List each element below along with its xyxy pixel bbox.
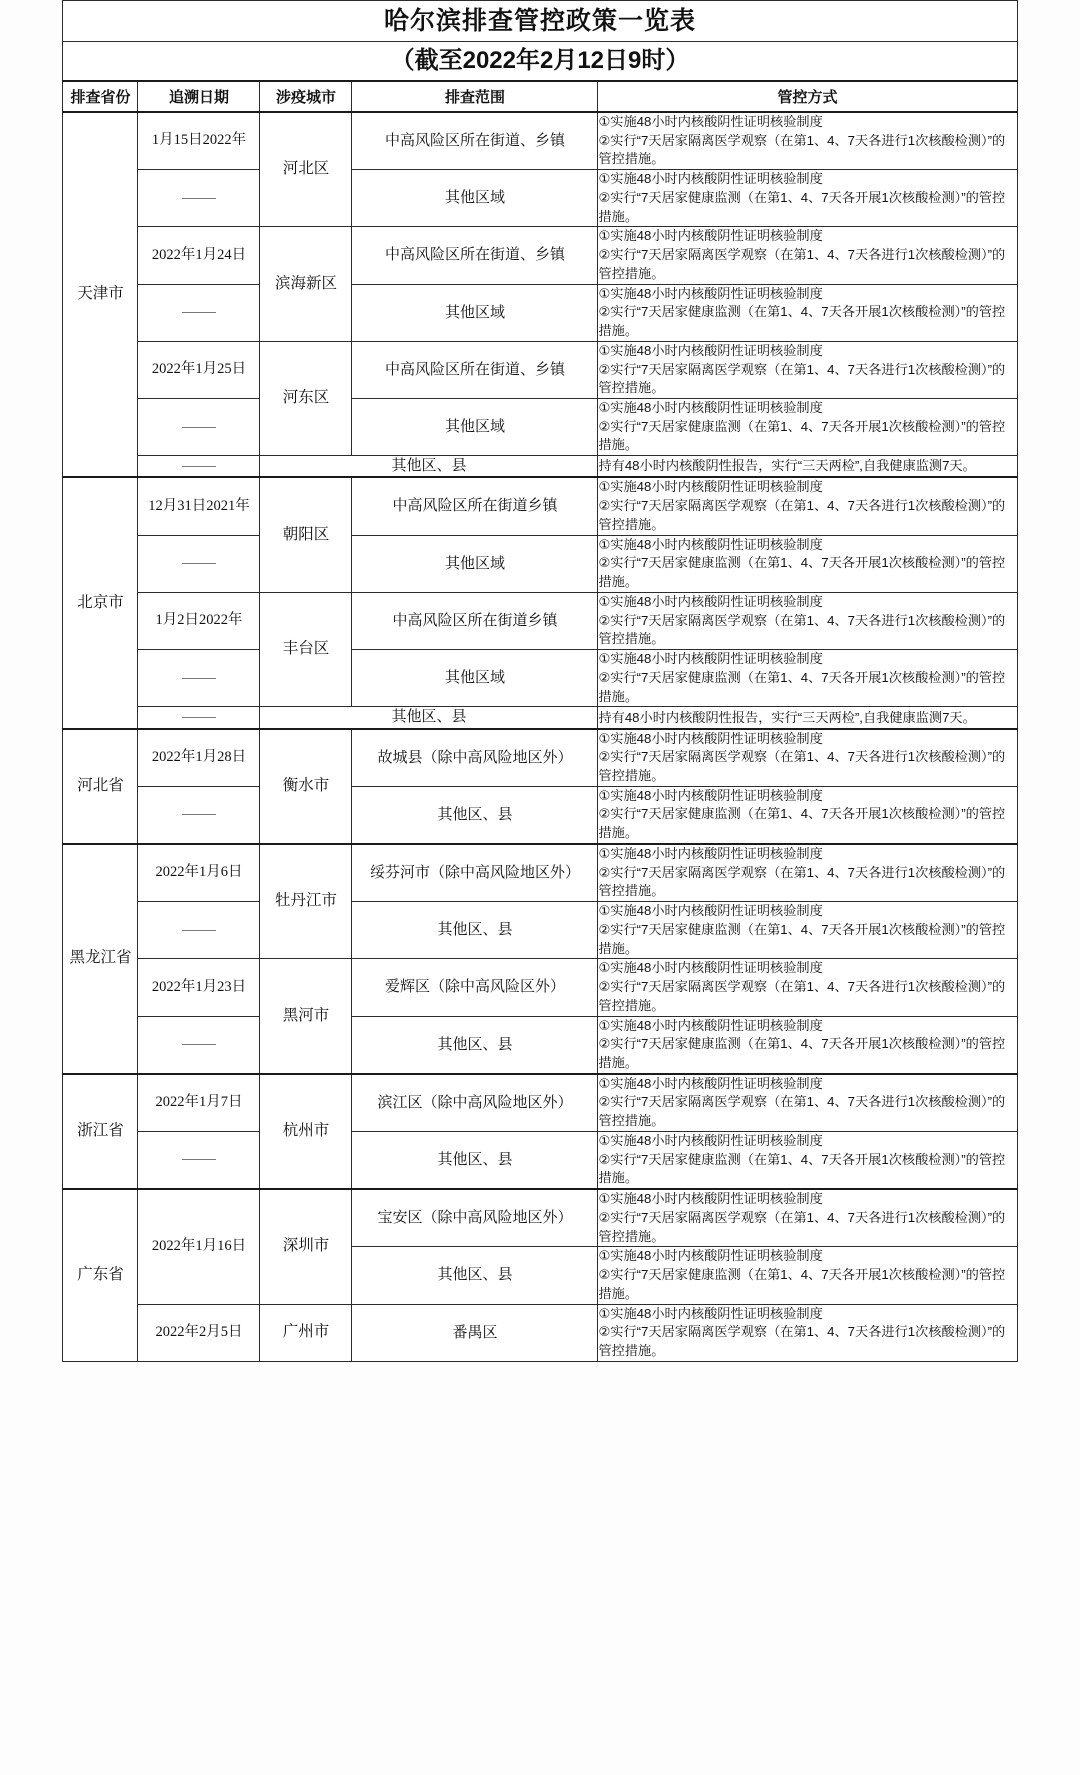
cell-scope: 其他区、县 [352, 1131, 598, 1189]
cell-province: 天津市 [63, 112, 138, 477]
cell-control-measure: ①实施48小时内核酸阴性证明核验制度 ②实行“7天居家隔离医学观察（在第1、4、7天各进行1次核酸检测）”的管控措施。 [598, 592, 1017, 649]
cell-control-measure: ①实施48小时内核酸阴性证明核验制度 ②实行“7天居家健康监测（在第1、4、7天各开展1次核酸检测）”的管控措施。 [598, 399, 1017, 456]
dash-placeholder-icon [182, 814, 216, 815]
table-row [63, 844, 1017, 902]
page-title: 哈尔滨排查管控政策一览表 [63, 1, 1017, 42]
cell-control-measure: ①实施48小时内核酸阴性证明核验制度 ②实行“7天居家隔离医学观察（在第1、4、7天各进行1次核酸检测）”的管控措施。 [598, 1074, 1017, 1132]
cell-trace-date-dash [138, 535, 260, 592]
cell-control-measure: ①实施48小时内核酸阴性证明核验制度 ②实行“7天居家健康监测（在第1、4、7天各开展1次核酸检测）”的管控措施。 [598, 535, 1017, 592]
table-row [63, 959, 1017, 1016]
page-subtitle: （截至2022年2月12日9时） [63, 42, 1017, 82]
cell-scope: 其他区、县 [352, 786, 598, 844]
dash-placeholder-icon [182, 1159, 216, 1160]
dash-placeholder-icon [182, 312, 216, 313]
cell-control-measure: ①实施48小时内核酸阴性证明核验制度 ②实行“7天居家隔离医学观察（在第1、4、7天各进行1次核酸检测）”的管控措施。 [598, 1304, 1017, 1361]
table-row [63, 1131, 1017, 1189]
cell-city: 滨海新区 [260, 227, 352, 341]
cell-scope: 中高风险区所在街道、乡镇 [352, 227, 598, 284]
cell-control-measure: ①实施48小时内核酸阴性证明核验制度 ②实行“7天居家健康监测（在第1、4、7天各开展1次核酸检测）”的管控措施。 [598, 1016, 1017, 1074]
table-body [63, 1, 1017, 1362]
cell-control-measure: ①实施48小时内核酸阴性证明核验制度 ②实行“7天居家健康监测（在第1、4、7天各开展1次核酸检测）”的管控措施。 [598, 170, 1017, 227]
table-row [63, 592, 1017, 649]
cell-city: 衡水市 [260, 729, 352, 844]
cell-scope: 其他区、县 [352, 902, 598, 959]
cell-city: 深圳市 [260, 1189, 352, 1304]
column-header-province: 排查省份 [63, 81, 138, 112]
cell-trace-date-dash [138, 399, 260, 456]
cell-scope: 其他区、县 [352, 1016, 598, 1074]
table-row [63, 1074, 1017, 1132]
cell-province: 广东省 [63, 1189, 138, 1361]
dash-placeholder-icon [182, 466, 216, 467]
cell-control-measure: ①实施48小时内核酸阴性证明核验制度 ②实行“7天居家隔离医学观察（在第1、4、7天各进行1次核酸检测）”的管控措施。 [598, 227, 1017, 284]
cell-scope: 中高风险区所在街道乡镇 [352, 477, 598, 535]
cell-city: 丰台区 [260, 592, 352, 706]
cell-trace-date: 1月2日2022年 [138, 592, 260, 649]
table-row [63, 456, 1017, 478]
cell-scope: 滨江区（除中高风险地区外） [352, 1074, 598, 1132]
column-header-measure: 管控方式 [598, 81, 1017, 112]
cell-city: 河北区 [260, 112, 352, 227]
cell-scope: 其他区域 [352, 284, 598, 341]
cell-scope: 番禺区 [352, 1304, 598, 1361]
cell-scope: 其他区域 [352, 535, 598, 592]
cell-scope: 其他区域 [352, 170, 598, 227]
cell-control-measure: 持有48小时内核酸阴性报告，实行“三天两检”,自我健康监测7天。 [598, 456, 1017, 478]
table-row [63, 650, 1017, 707]
cell-trace-date: 2022年1月25日 [138, 341, 260, 398]
dash-placeholder-icon [182, 198, 216, 199]
cell-trace-date: 2022年1月6日 [138, 844, 260, 902]
table-row [63, 1189, 1017, 1247]
table-row [63, 535, 1017, 592]
cell-scope: 故城县（除中高风险地区外） [352, 729, 598, 787]
cell-trace-date-dash [138, 1131, 260, 1189]
cell-city: 杭州市 [260, 1074, 352, 1189]
table-row [63, 227, 1017, 284]
cell-trace-date: 2022年1月7日 [138, 1074, 260, 1132]
cell-scope: 其他区、县 [260, 707, 598, 729]
cell-province: 浙江省 [63, 1074, 138, 1189]
cell-city: 朝阳区 [260, 477, 352, 592]
cell-scope: 宝安区（除中高风险地区外） [352, 1189, 598, 1247]
table-row [63, 729, 1017, 787]
cell-scope: 其他区域 [352, 399, 598, 456]
cell-scope: 其他区、县 [352, 1247, 598, 1304]
cell-trace-date: 1月15日2022年 [138, 112, 260, 170]
column-header-city: 涉疫城市 [260, 81, 352, 112]
cell-control-measure: ①实施48小时内核酸阴性证明核验制度 ②实行“7天居家健康监测（在第1、4、7天各开展1次核酸检测）”的管控措施。 [598, 1131, 1017, 1189]
cell-control-measure: ①实施48小时内核酸阴性证明核验制度 ②实行“7天居家隔离医学观察（在第1、4、7天各进行1次核酸检测）”的管控措施。 [598, 844, 1017, 902]
cell-trace-date-dash [138, 902, 260, 959]
table-row [63, 707, 1017, 729]
column-header-scope: 排查范围 [352, 81, 598, 112]
cell-trace-date: 12月31日2021年 [138, 477, 260, 535]
cell-control-measure: ①实施48小时内核酸阴性证明核验制度 ②实行“7天居家健康监测（在第1、4、7天各开展1次核酸检测）”的管控措施。 [598, 902, 1017, 959]
table-row [63, 786, 1017, 844]
cell-control-measure: ①实施48小时内核酸阴性证明核验制度 ②实行“7天居家隔离医学观察（在第1、4、7天各进行1次核酸检测）”的管控措施。 [598, 729, 1017, 787]
dash-placeholder-icon [182, 717, 216, 718]
column-header-trace-date: 追溯日期 [138, 81, 260, 112]
cell-trace-date: 2022年1月28日 [138, 729, 260, 787]
cell-control-measure: ①实施48小时内核酸阴性证明核验制度 ②实行“7天居家隔离医学观察（在第1、4、7天各进行1次核酸检测）”的管控措施。 [598, 341, 1017, 398]
cell-scope: 爱辉区（除中高风险区外） [352, 959, 598, 1016]
table-header-row [63, 81, 1017, 112]
cell-city: 黑河市 [260, 959, 352, 1074]
dash-placeholder-icon [182, 930, 216, 931]
dash-placeholder-icon [182, 427, 216, 428]
cell-control-measure: ①实施48小时内核酸阴性证明核验制度 ②实行“7天居家健康监测（在第1、4、7天各开展1次核酸检测）”的管控措施。 [598, 1247, 1017, 1304]
table-row [63, 341, 1017, 398]
cell-control-measure: ①实施48小时内核酸阴性证明核验制度 ②实行“7天居家隔离医学观察（在第1、4、7天各进行1次核酸检测）”的管控措施。 [598, 1189, 1017, 1247]
table-row [63, 170, 1017, 227]
cell-trace-date: 2022年1月16日 [138, 1189, 260, 1304]
dash-placeholder-icon [182, 678, 216, 679]
cell-province: 河北省 [63, 729, 138, 844]
cell-province: 黑龙江省 [63, 844, 138, 1074]
cell-scope: 中高风险区所在街道乡镇 [352, 592, 598, 649]
cell-trace-date-dash [138, 1016, 260, 1074]
cell-control-measure: 持有48小时内核酸阴性报告，实行“三天两检”,自我健康监测7天。 [598, 707, 1017, 729]
table-row [63, 112, 1017, 170]
cell-scope: 中高风险区所在街道、乡镇 [352, 112, 598, 170]
cell-trace-date: 2022年1月24日 [138, 227, 260, 284]
cell-trace-date-dash [138, 650, 260, 707]
table-row [63, 1016, 1017, 1074]
dash-placeholder-icon [182, 1044, 216, 1045]
cell-trace-date: 2022年1月23日 [138, 959, 260, 1016]
table-row [63, 902, 1017, 959]
title-row [63, 1, 1017, 42]
table-row [63, 477, 1017, 535]
cell-control-measure: ①实施48小时内核酸阴性证明核验制度 ②实行“7天居家健康监测（在第1、4、7天各开展1次核酸检测）”的管控措施。 [598, 650, 1017, 707]
cell-control-measure: ①实施48小时内核酸阴性证明核验制度 ②实行“7天居家健康监测（在第1、4、7天各开展1次核酸检测）”的管控措施。 [598, 786, 1017, 844]
policy-table [62, 0, 1017, 1362]
dash-placeholder-icon [182, 563, 216, 564]
cell-province: 北京市 [63, 477, 138, 728]
cell-city: 广州市 [260, 1304, 352, 1361]
cell-control-measure: ①实施48小时内核酸阴性证明核验制度 ②实行“7天居家隔离医学观察（在第1、4、7天各进行1次核酸检测）”的管控措施。 [598, 959, 1017, 1016]
cell-trace-date-dash [138, 456, 260, 478]
cell-trace-date-dash [138, 170, 260, 227]
table-row [63, 284, 1017, 341]
cell-control-measure: ①实施48小时内核酸阴性证明核验制度 ②实行“7天居家隔离医学观察（在第1、4、7天各进行1次核酸检测）”的管控措施。 [598, 477, 1017, 535]
subtitle-row [63, 42, 1017, 82]
cell-trace-date-dash [138, 284, 260, 341]
cell-scope: 中高风险区所在街道、乡镇 [352, 341, 598, 398]
cell-city: 牡丹江市 [260, 844, 352, 959]
table-row [63, 1304, 1017, 1361]
table-row [63, 399, 1017, 456]
cell-scope: 其他区域 [352, 650, 598, 707]
cell-trace-date-dash [138, 786, 260, 844]
cell-scope: 绥芬河市（除中高风险地区外） [352, 844, 598, 902]
cell-trace-date-dash [138, 707, 260, 729]
cell-city: 河东区 [260, 341, 352, 455]
cell-trace-date: 2022年2月5日 [138, 1304, 260, 1361]
cell-control-measure: ①实施48小时内核酸阴性证明核验制度 ②实行“7天居家健康监测（在第1、4、7天各开展1次核酸检测）”的管控措施。 [598, 284, 1017, 341]
cell-control-measure: ①实施48小时内核酸阴性证明核验制度 ②实行“7天居家隔离医学观察（在第1、4、7天各进行1次核酸检测）”的管控措施。 [598, 112, 1017, 170]
cell-scope: 其他区、县 [260, 456, 598, 478]
